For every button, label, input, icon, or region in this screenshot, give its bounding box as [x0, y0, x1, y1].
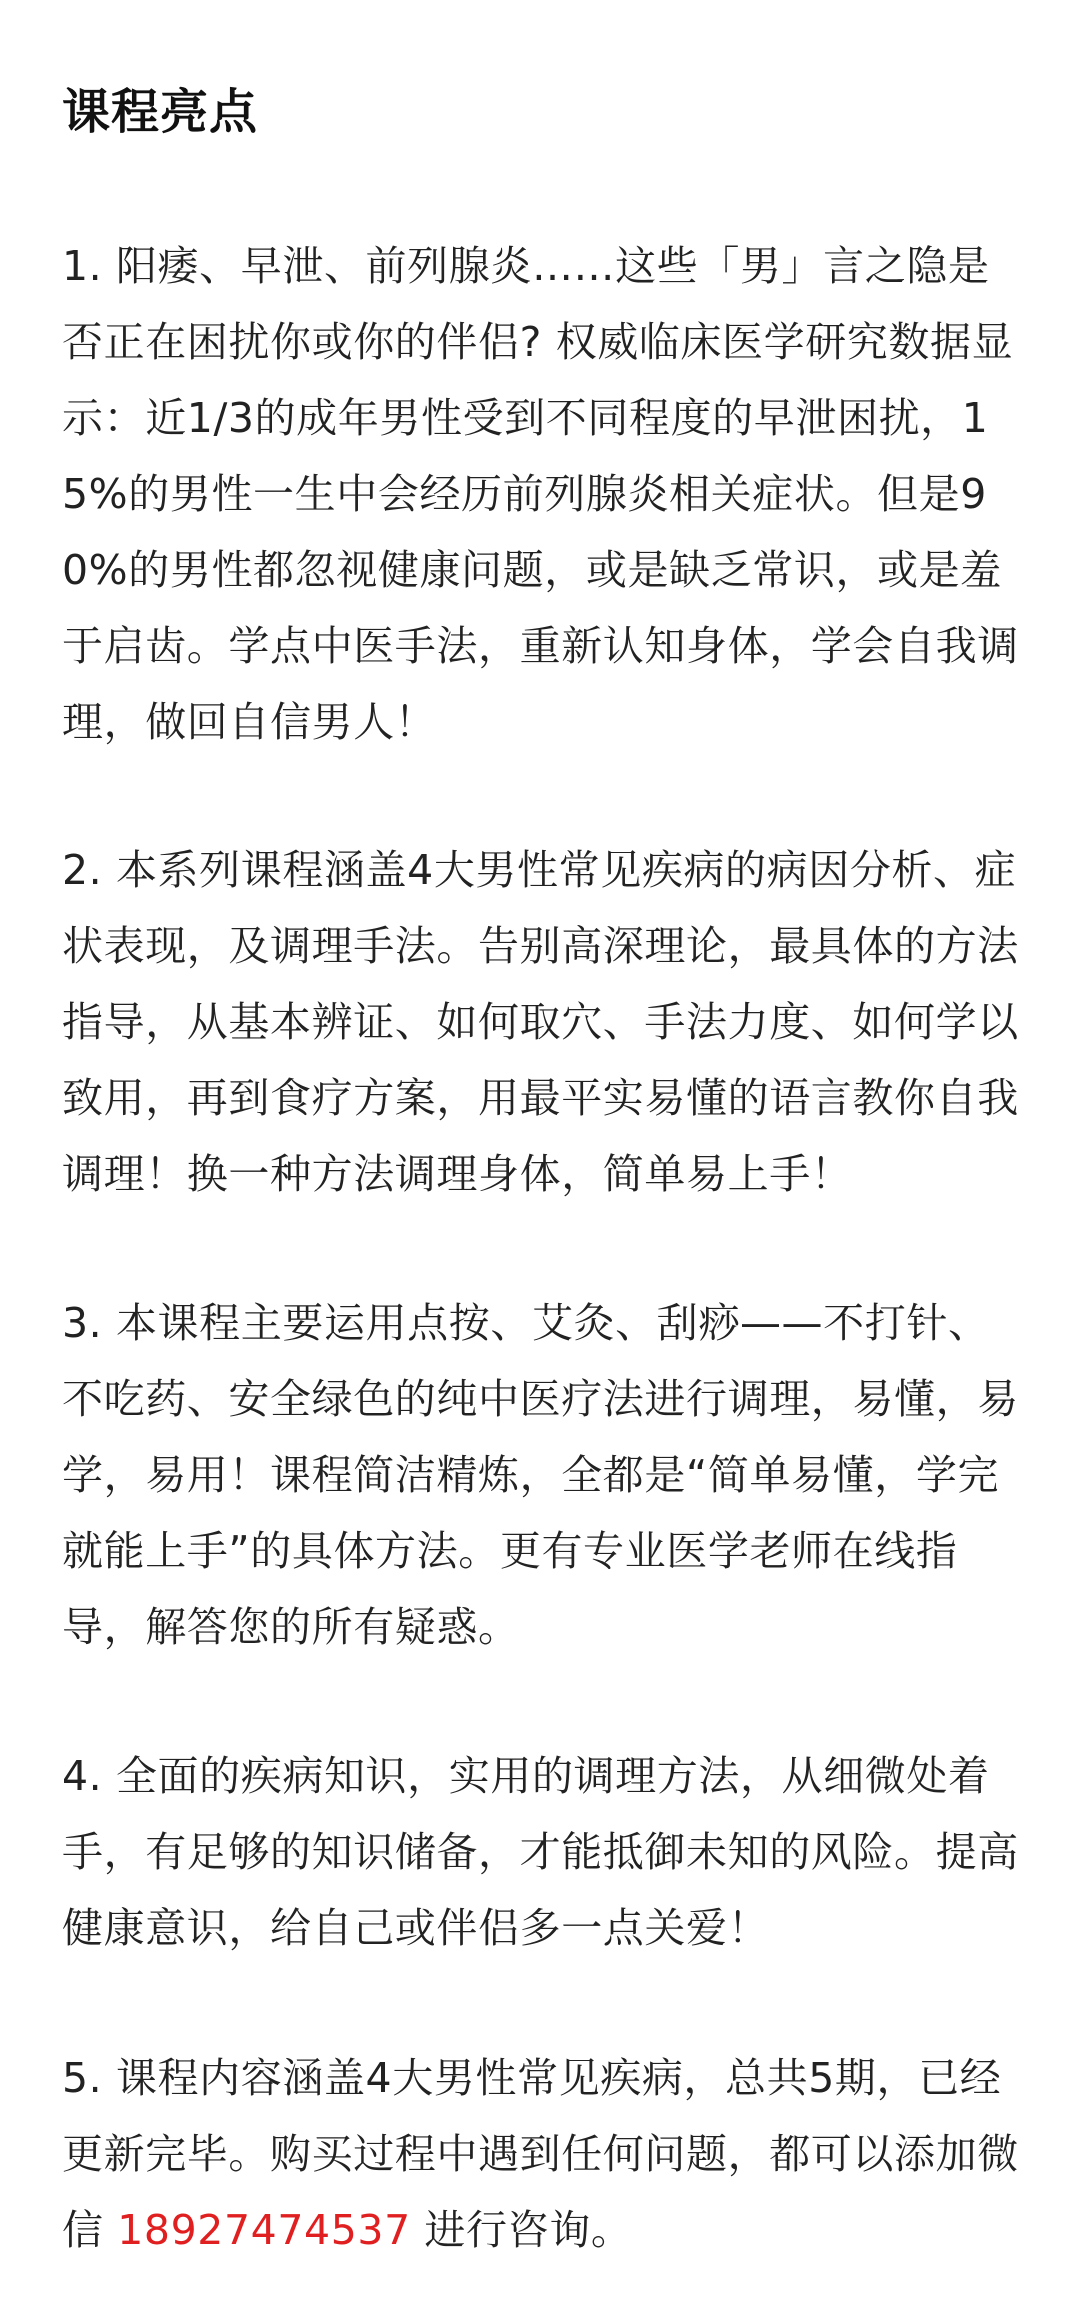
paragraph-5-text-after: 进行咨询。	[410, 2206, 633, 2254]
highlight-paragraph-5	[62, 2040, 1024, 2268]
highlight-paragraph-4: 4. 全面的疾病知识，实用的调理方法，从细微处着手，有足够的知识储备，才能抵御未知的风险。提高健康意识，给自己或伴侣多一点关爱！	[62, 1752, 1019, 1952]
highlight-paragraph-1: 1. 阳痿、早泄、前列腺炎……这些「男」言之隐是否正在困扰你或你的伴侣? 权威临床医学研究数据显示：近1/3的成年男性受到不同程度的早泄困扰，15%的男性一生中会经历前列腺炎相关症状。但是90%的男性都忽视健康问题，或是缺乏常识，或是羞于启齿。学点中医手法，重新认知身体，学会自我调理，做回自信男人！	[62, 242, 1019, 746]
highlight-paragraph-2: 2. 本系列课程涵盖4大男性常见疾病的病因分析、症状表现，及调理手法。告别高深理论，最具体的方法指导，从基本辨证、如何取穴、手法力度、如何学以致用，再到食疗方案，用最平实易懂的语言教你自我调理！换一种方法调理身体，简单易上手！	[62, 846, 1019, 1198]
page-title: 课程亮点	[62, 84, 259, 140]
paragraph-5-text-before: 5. 课程内容涵盖4大男性常见疾病，总共5期，已经更新完毕。购买过程中遇到任何问题，都可以添加微信	[62, 2054, 1019, 2254]
wechat-phone-number[interactable]: 18927474537	[117, 2206, 411, 2254]
highlight-paragraph-3: 3. 本课程主要运用点按、艾灸、刮痧——不打针、不吃药、安全绿色的纯中医疗法进行调理，易懂，易学，易用！课程简洁精炼，全都是“简单易懂，学完就能上手”的具体方法。更有专业医学老师在线指导，解答您的所有疑惑。	[62, 1299, 1019, 1651]
